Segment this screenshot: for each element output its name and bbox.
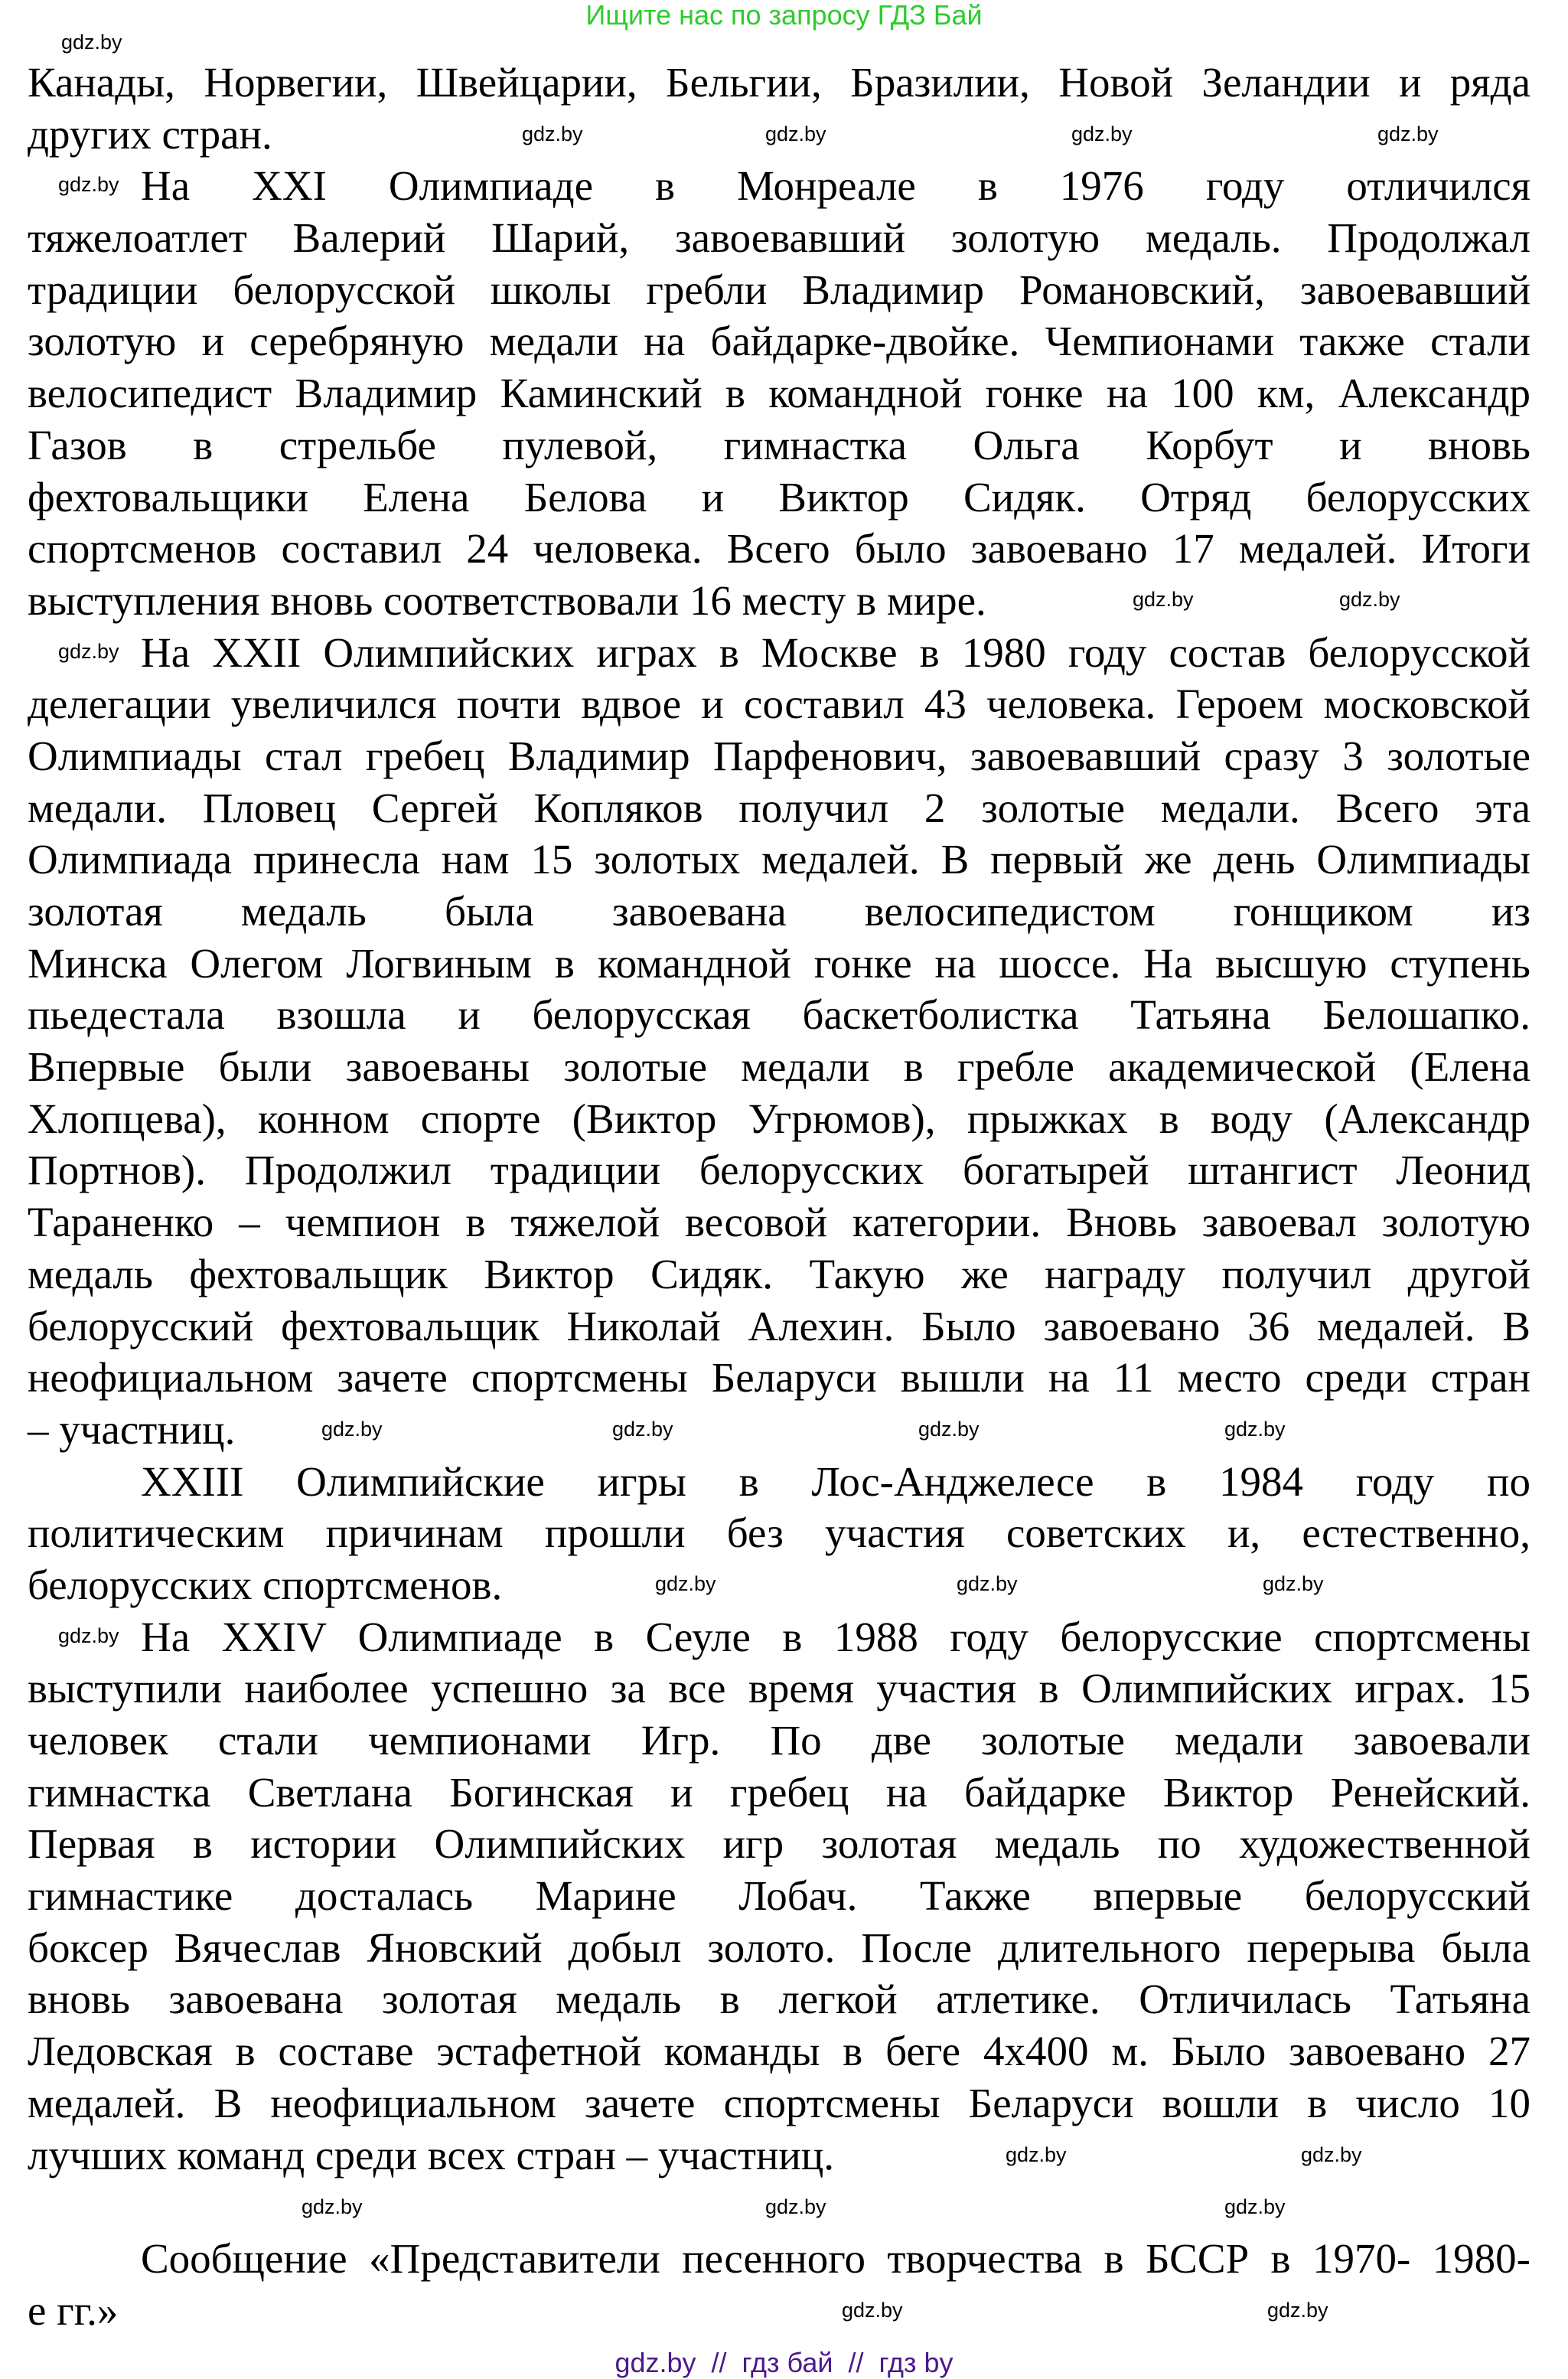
watermark: gdz.by — [655, 1572, 716, 1595]
watermark: gdz.by — [765, 122, 826, 145]
watermark: gdz.by — [61, 31, 122, 54]
text-line: На XXI Олимпиаде в Монреале в 1976 году отличился — [141, 162, 1531, 210]
footer-links: gdz.by // гдз бай // гдз by — [614, 2347, 954, 2378]
text-line: Первая в истории Олимпийских игр золотая медаль по художественной — [28, 1820, 1531, 1868]
text-line: Минска Олегом Логвиным в командной гонке на шоссе. На высшую ступень — [28, 939, 1531, 987]
text-line: гимнастка Светлана Богинская и гребец на байдарке Виктор Ренейский. — [28, 1768, 1531, 1816]
watermark: gdz.by — [1071, 122, 1133, 145]
text-line: золотую и серебряную медали на байдарке-двойке. Чемпионами также стали — [28, 318, 1531, 365]
watermark: gdz.by — [1339, 588, 1400, 611]
text-line: Олимпиады стал гребец Владимир Парфенович, завоевавший сразу 3 золотые — [28, 732, 1531, 779]
text-line: Олимпиада принесла нам 15 золотых медалей. В первый же день Олимпиады — [28, 836, 1531, 883]
text-line: Ледовская в составе эстафетной команды в беге 4х400 м. Было завоевано 27 — [28, 2028, 1531, 2075]
watermark: gdz.by — [1301, 2143, 1362, 2166]
watermark: gdz.by — [957, 1572, 1018, 1595]
watermark: gdz.by — [321, 1418, 383, 1441]
watermark: gdz.by — [1267, 2299, 1328, 2322]
document-body — [28, 57, 1531, 2336]
watermark: gdz.by — [58, 1624, 119, 1647]
text-line: Канады, Норвегии, Швейцарии, Бельгии, Бразилии, Новой Зеландии и ряда — [28, 59, 1531, 106]
text-line: белорусских спортсменов. — [28, 1561, 503, 1608]
text-line: Тараненко – чемпион в тяжелой весовой категории. Вновь завоевал золотую — [28, 1199, 1531, 1246]
text-line: Хлопцева), конном спорте (Виктор Угрюмов), прыжках в воду (Александр — [28, 1095, 1531, 1142]
watermark: gdz.by — [1377, 122, 1439, 145]
text-line: человек стали чемпионами Игр. По две золотые медали завоевали — [28, 1717, 1531, 1764]
text-line: фехтовальщики Елена Белова и Виктор Сидяк. Отряд белорусских — [28, 473, 1531, 521]
text-line: тяжелоатлет Валерий Шарий, завоевавший золотую медаль. Продолжал — [28, 214, 1531, 262]
watermark: gdz.by — [1224, 2195, 1286, 2218]
section-title-line: е гг.» — [28, 2286, 119, 2334]
text-line: пьедестала взошла и белорусская баскетболистка Татьяна Белошапко. — [28, 991, 1531, 1039]
watermark: gdz.by — [58, 173, 119, 196]
watermark: gdz.by — [1133, 588, 1194, 611]
text-line: выступления вновь соответствовали 16 месту в мире. — [28, 576, 986, 624]
text-line: На XXIV Олимпиаде в Сеуле в 1988 году белорусские спортсмены — [141, 1613, 1531, 1660]
text-line: медаль фехтовальщик Виктор Сидяк. Такую же награду получил другой — [28, 1250, 1531, 1297]
watermark: gdz.by — [765, 2195, 826, 2218]
text-line: спортсменов составил 24 человека. Всего было завоевано 17 медалей. Итоги — [28, 525, 1531, 573]
text-line: Впервые были завоеваны золотые медали в гребле академической (Елена — [28, 1043, 1531, 1091]
text-line: делегации увеличился почти вдвое и составил 43 человека. Героем московской — [28, 680, 1531, 728]
text-line: белорусский фехтовальщик Николай Алехин. Было завоевано 36 медалей. В — [28, 1302, 1531, 1349]
text-line: – участниц. — [28, 1405, 236, 1453]
watermark: gdz.by — [1224, 1418, 1286, 1441]
text-line: велосипедист Владимир Каминский в командной гонке на 100 км, Александр — [28, 370, 1531, 417]
watermark: gdz.by — [302, 2195, 363, 2218]
text-line: медали. Пловец Сергей Копляков получил 2 золотые медали. Всего эта — [28, 784, 1531, 831]
text-line: других стран. — [28, 110, 272, 158]
text-line: Газов в стрельбе пулевой, гимнастка Ольга Корбут и вновь — [28, 421, 1531, 468]
text-line: вновь завоевана золотая медаль в легкой атлетике. Отличилась Татьяна — [28, 1976, 1531, 2023]
watermark: gdz.by — [1006, 2143, 1067, 2166]
text-line: На XXII Олимпийских играх в Москве в 1980 году состав белорусской — [141, 628, 1531, 676]
text-line: выступили наиболее успешно за все время участия в Олимпийских играх. 15 — [28, 1665, 1531, 1712]
watermark: gdz.by — [612, 1418, 673, 1441]
text-line: лучших команд среди всех стран – участниц. — [28, 2131, 834, 2178]
text-line: боксер Вячеслав Яновский добыл золото. После длительного перерыва была — [28, 1924, 1531, 1971]
watermark: gdz.by — [522, 122, 583, 145]
section-title-line: Сообщение «Представители песенного творчества в БССР в 1970- 1980- — [141, 2234, 1531, 2282]
text-line: неофициальном зачете спортсмены Беларуси вышли на 11 место среди стран — [28, 1354, 1531, 1402]
text-line: золотая медаль была завоевана велосипедистом гонщиком из — [28, 888, 1531, 935]
watermark: gdz.by — [1263, 1572, 1324, 1595]
text-line: XXIII Олимпийские игры в Лос-Анджелесе в 1984 году по — [141, 1457, 1531, 1505]
text-line: политическим причинам прошли без участия советских и, естественно, — [28, 1509, 1531, 1557]
top-banner: Ищите нас по запросу ГДЗ Бай — [585, 0, 983, 31]
watermark: gdz.by — [918, 1418, 980, 1441]
text-line: гимнастике досталась Марине Лобач. Также впервые белорусский — [28, 1872, 1531, 1920]
text-line: традиции белорусской школы гребли Владимир Романовский, завоевавший — [28, 266, 1531, 313]
watermark: gdz.by — [58, 640, 119, 663]
text-line: Портнов). Продолжил традиции белорусских богатырей штангист Леонид — [28, 1147, 1531, 1194]
watermark: gdz.by — [842, 2299, 903, 2322]
text-line: медалей. В неофициальном зачете спортсмены Беларуси вошли в число 10 — [28, 2079, 1531, 2126]
